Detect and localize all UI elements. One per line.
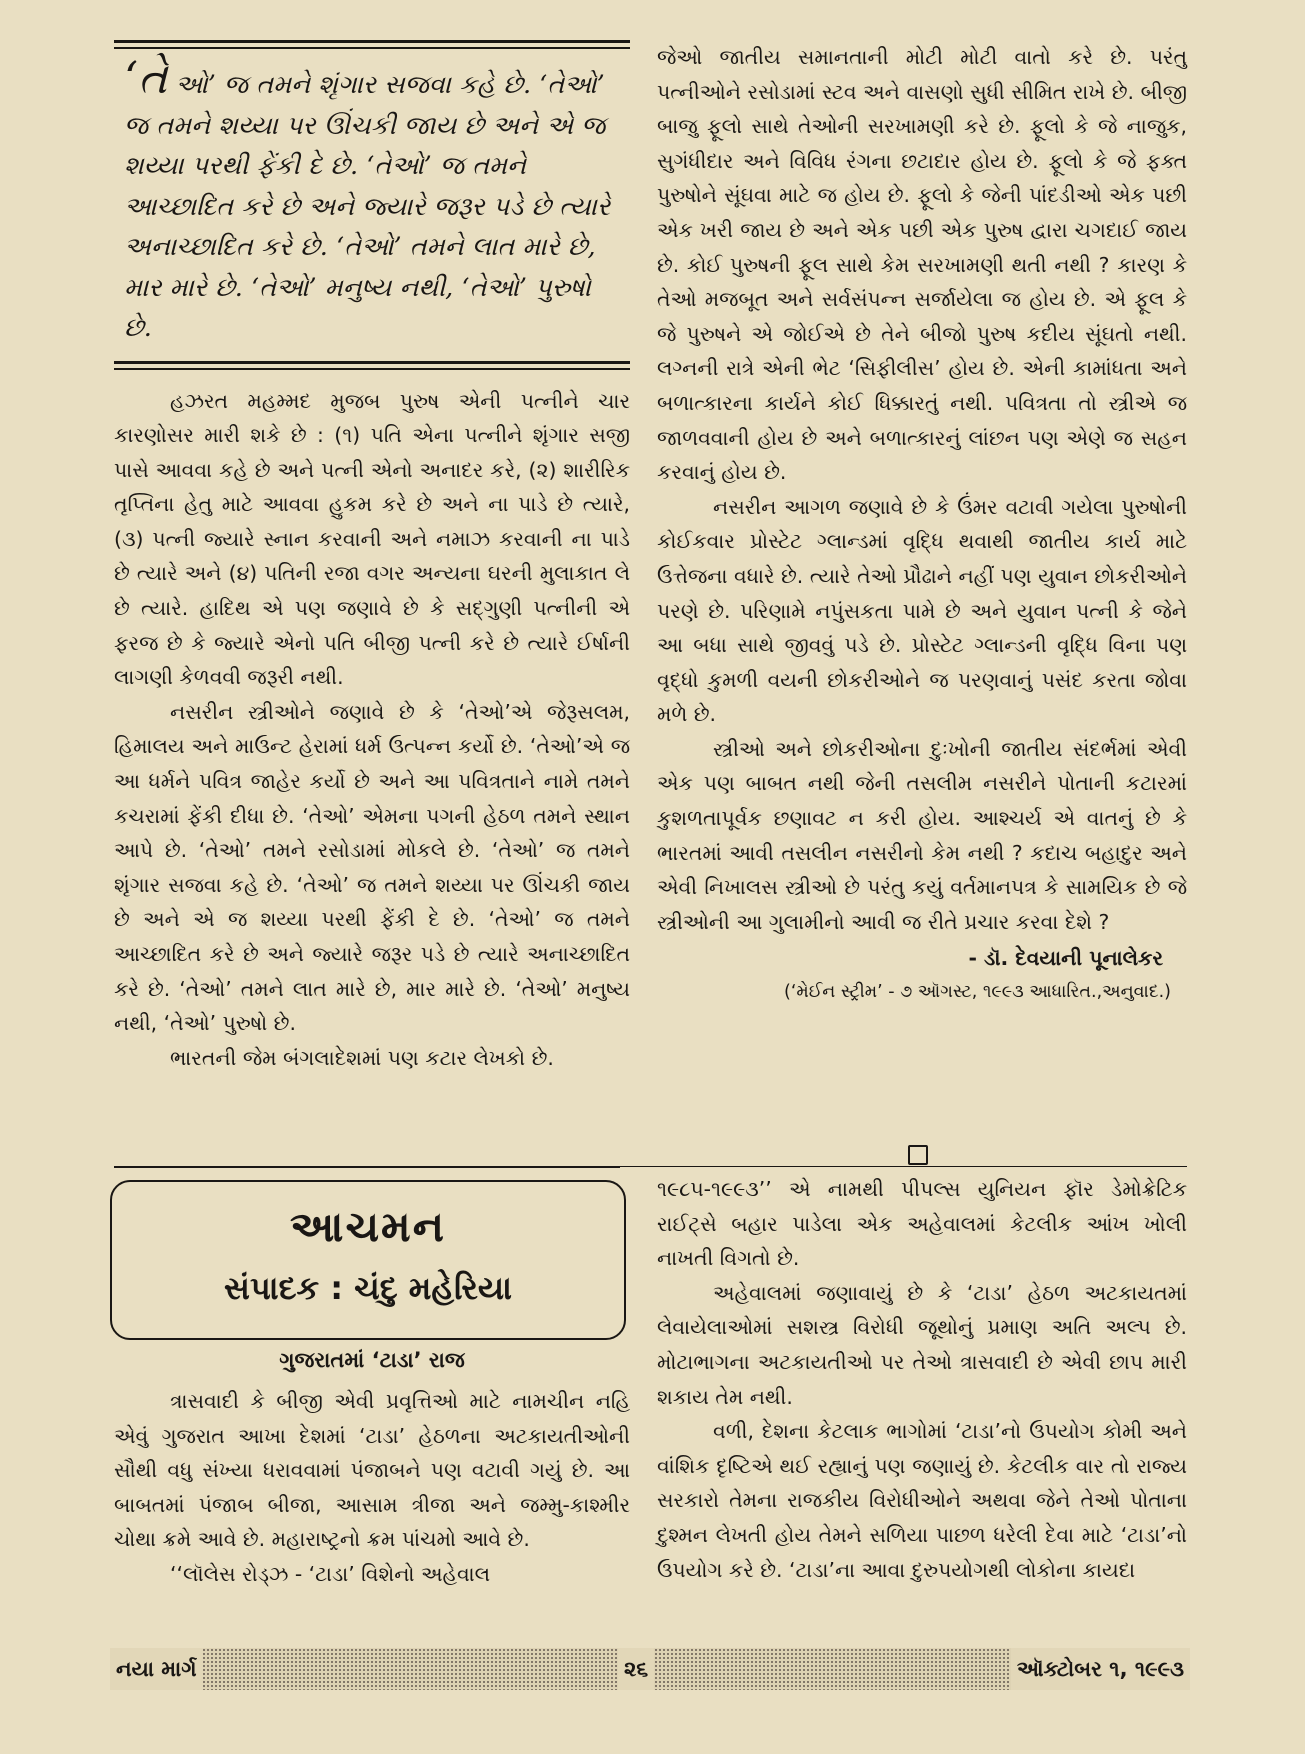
quote-top-rule xyxy=(114,40,630,49)
pull-quote-lead: ‘તે xyxy=(124,53,168,104)
article-paragraph: ત્રાસવાદી કે બીજી એવી પ્રવૃત્તિઓ માટે નામચીન નહિ એવું ગુજરાત આખા દેશમાં ‘ટાડા’ હેઠળના અટકાયતીઓની સૌથી વધુ સંખ્યા ધરાવવામાં પંજાબને પણ વટાવી ગયું છે. આ બાબતમાં પંજાબ બીજા, આસામ ત્રીજા અને જમ્મુ-કાશ્મીર ચોથા ક્રમે આવે છે. મહારાષ્ટ્રનો ક્રમ પાંચમો આવે છે. xyxy=(114,1389,630,1552)
pull-quote xyxy=(114,49,630,361)
left-column xyxy=(114,40,630,1075)
tada-left-column xyxy=(114,1384,630,1592)
footer-issue-date: ઑક્ટોબર ૧, ૧૯૯૩ xyxy=(1011,1648,1190,1690)
article-paragraph: અહેવાલમાં જણાવાયું છે કે ‘ટાડા’ હેઠળ અટકાયતમાં લેવાયેલાઓમાં સશસ્ત્ર વિરોધી જૂથોનું પ્રમાણ અતિ અલ્પ છે. મોટાભાગના અટકાયતીઓ પર તેઓ ત્રાસવાદી છે એવી છાપ મારી શકાય તેમ નથી. xyxy=(657,1280,1187,1409)
article-paragraph: વળી, દેશના કેટલાક ભાગોમાં ‘ટાડા’નો ઉપયોગ કોમી અને વાંશિક દૃષ્ટિએ થઈ રહ્યાનું પણ જણાયું છે. કેટલીક વાર તો રાજ્ય સરકારો તેમના રાજકીય વિરોધીઓને અથવા જેને તેઓ પોતાના દુશ્મન લેખતી હોય તેમને સળિયા પાછળ ધરેલી દેવા માટે ‘ટાડા’નો ઉપયોગ કરે છે. ‘ટાડા’ના આવા દુરુપયોગથી લોકોના કાયદા xyxy=(657,1419,1187,1582)
pull-quote-text: ઓ’ જ તમને શૃંગાર સજવા કહે છે. ‘તેઓ’ જ તમને શય્યા પર ઊંચકી જાય છે અને એ જ શય્યા પરથી ફેંકી દે છે. ‘તેઓ’ જ તમને આચ્છાદિત કરે છે અને જ્યારે જરૂર પડે છે ત્યારે અનાચ્છાદિત કરે છે. ‘તેઓ’ તમને લાત મારે છે, માર મારે છે. ‘તેઓ’ મનુષ્ય નથી, ‘તેઓ’ પુરુષો છે. xyxy=(124,70,611,343)
footer-page-number: ૨૬ xyxy=(618,1648,654,1690)
column-editor: સંપાદક : ચંદુ મહેરિયા xyxy=(224,1269,512,1307)
end-of-article-mark xyxy=(908,1145,928,1165)
article-paragraph: ૧૯૮૫-૧૯૯૩’’ એ નામથી પીપલ્સ યુનિયન ફૉર ડેમોક્રેટિક રાઈટ્સે બહાર પાડેલા એક અહેવાલમાં કેટલીક આંખ ખોલી નાખતી વિગતો છે. xyxy=(657,1177,1187,1271)
article-paragraph: નસરીન સ્ત્રીઓને જણાવે છે કે ‘તેઓ’એ જેરૂસલમ, હિમાલય અને માઉન્ટ હેરામાં ધર્મ ઉત્પન્ન કર્યો છે. ‘તેઓ’એ જ આ ધર્મને પવિત્ર જાહેર કર્યો છે અને આ પવિત્રતાને નામે તમને કચરામાં ફેંકી દીધા છે. ‘તેઓ’ એમના પગની હેઠળ તમને સ્થાન આપે છે. ‘તેઓ’ તમને રસોડામાં મોકલે છે. ‘તેઓ’ જ તમને શૃંગાર સજવા કહે છે. ‘તેઓ’ જ તમને શય્યા પર ઊંચકી જાય છે અને એ જ શય્યા પરથી ફેંકી દે છે. ‘તેઓ’ જ તમને આચ્છાદિત કરે છે અને જ્યારે જરૂર પડે છે ત્યારે અનાચ્છાદિત કરે છે. ‘તેઓ’ તમને લાત મારે છે, માર મારે છે. ‘તેઓ’ મનુષ્ય નથી, ‘તેઓ’ પુરુષો છે. xyxy=(114,699,630,1036)
article-paragraph: સ્ત્રીઓ અને છોકરીઓના દુઃખોની જાતીય સંદર્ભમાં એવી એક પણ બાબત નથી જેની તસલીમ નસરીને પોતાની કટારમાં કુશળતાપૂર્વક છણાવટ ન કરી હોય. આશ્ચર્ય એ વાતનું છે કે ભારતમાં આવી તસલીન નસરીનો કેમ નથી ? કદાચ બહાદુર અને એવી નિખાલસ સ્ત્રીઓ છે પરંતુ કયું વર્તમાનપત્ર કે સામયિક છે જે સ્ત્રીઓની આ ગુલામીનો આવી જ રીતે પ્રચાર કરવા દેશે ? xyxy=(657,736,1187,934)
author-signature: - ડૉ. દેવયાની પૂનાલેકર xyxy=(968,946,1163,971)
column-header-box xyxy=(110,1180,626,1340)
column-title: આચમન xyxy=(290,1202,446,1251)
article-paragraph: જેઓ જાતીય સમાનતાની મોટી મોટી વાતો કરે છે. પરંતુ પત્નીઓને રસોડામાં સ્ટવ અને વાસણો સુધી સીમિત રાખે છે. બીજી બાજુ ફૂલો સાથે તેઓની સરખામણી કરે છે. ફૂલો કે જે નાજુક, સુગંધીદાર અને વિવિધ રંગના છટાદાર હોય છે. ફૂલો કે જે ફક્ત પુરુષોને સૂંઘવા માટે જ હોય છે. ફૂલો કે જેની પાંદડીઓ એક પછી એક ખરી જાય છે અને એક પછી એક પુરુષ દ્વારા ચગદાઈ જાય છે. કોઈ પુરુષની ફૂલ સાથે કેમ સરખામણી થતી નથી ? કારણ કે તેઓ મજબૂત અને સર્વસંપન્ન સર્જાયેલા જ હોય છે. એ ફૂલ કે જે પુરુષને એ જોઈએ છે તેને બીજો પુરુષ કદીય સૂંઘતો નથી. લગ્નની રાત્રે એની ભેટ ‘સિફીલીસ’ હોય છે. એની કામાંધતા અને બળાત્કારના કાર્યને કોઈ ધિક્કારતું નથી. પવિત્રતા તો સ્ત્રીએ જ જાળવવાની હોય છે અને બળાત્કારનું લાંછન પણ એણે જ સહન કરવાનું હોય છે. xyxy=(657,45,1187,485)
page-footer xyxy=(110,1648,1190,1690)
right-column xyxy=(657,40,1187,1007)
article-heading: ગુજરાતમાં ‘ટાડા’ રાજ xyxy=(279,1348,465,1372)
article-paragraph: ‘‘લૉલેસ રોડ્ઝ - ‘ટાડા’ વિશેનો અહેવાલ xyxy=(170,1561,491,1586)
section-divider xyxy=(620,1166,1187,1167)
article-paragraph: નસરીન આગળ જણાવે છે કે ઉંમર વટાવી ગયેલા પુરુષોની કોઈકવાર પ્રોસ્ટેટ ગ્લાન્ડમાં વૃદ્ધિ થવાથી જાતીય કાર્ય માટે ઉત્તેજના વધારે છે. ત્યારે તેઓ પ્રૌઢાને નહીં પણ યુવાન છોકરીઓને પરણે છે. પરિણામે નપુંસકતા પામે છે અને યુવાન પત્ની કે જેને આ બધા સાથે જીવવું પડે છે. પ્રોસ્ટેટ ગ્લાન્ડની વૃદ્ધિ વિના પણ વૃદ્ધો કુમળી વયની છોકરીઓને જ પરણવાનું પસંદ કરતા જોવા મળે છે. xyxy=(657,494,1187,727)
article-paragraph: હઝરત મહમ્મદ મુજબ પુરુષ એની પત્નીને ચાર કારણોસર મારી શકે છે : (૧) પતિ એના પત્નીને શૃંગાર સજી પાસે આવવા કહે છે અને પત્ની એનો અનાદર કરે, (૨) શારીરિક તૃપ્તિના હેતુ માટે આવવા હુકમ કરે છે અને ના પાડે છે ત્યારે, (૩) પત્ની જ્યારે સ્નાન કરવાની અને નમાઝ કરવાની ના પાડે છે ત્યારે અને (૪) પતિની રજા વગર અન્યના ઘરની મુલાકાત લે છે ત્યારે. હાદિથ એ પણ જણાવે છે કે સદ્‌ગુણી પત્નીની એ ફરજ છે કે જ્યારે એનો પતિ બીજી પત્ની કરે છે ત્યારે ઈર્ષાની લાગણી કેળવવી જરૂરી નથી. xyxy=(114,388,630,690)
section-divider xyxy=(114,1166,620,1168)
tada-right-column xyxy=(657,1172,1187,1587)
quote-bottom-rule xyxy=(114,361,630,370)
footer-magazine-name: નયા માર્ગ xyxy=(110,1648,203,1690)
article-source: (‘મેઈન સ્ટ્રીમ’ - ૭ ઑગસ્ટ, ૧૯૯૩ આધારિત.,અનુવાદ.) xyxy=(784,982,1171,1003)
article-paragraph: ભારતની જેમ બંગલાદેશમાં પણ કટાર લેખકો છે. xyxy=(170,1045,554,1070)
